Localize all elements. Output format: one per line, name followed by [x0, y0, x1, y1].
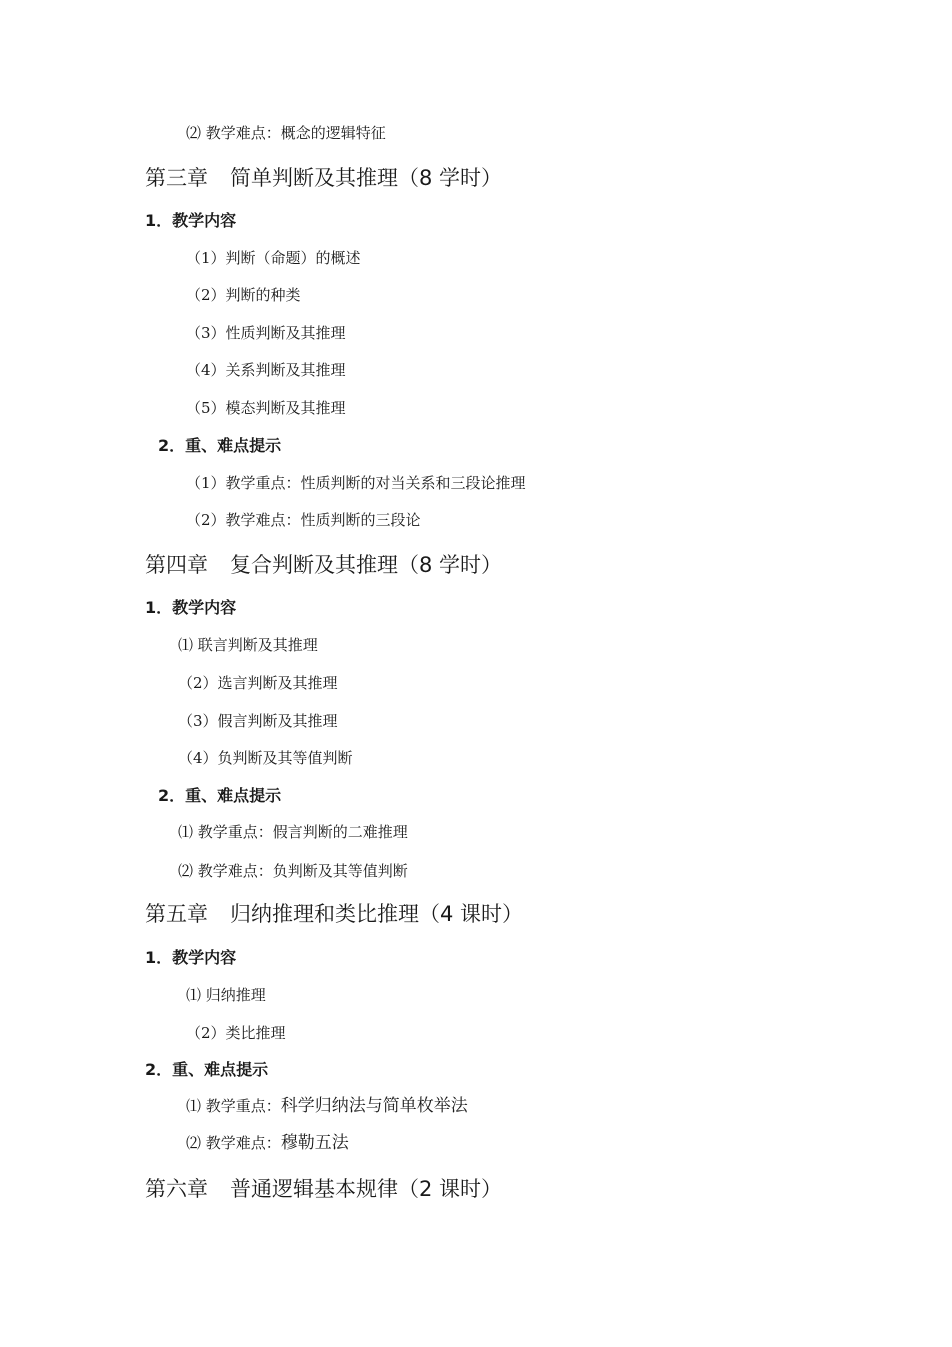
chapter-title: 归纳推理和类比推理（4 课时）	[230, 902, 524, 926]
list-item: ⑴ 归纳推理	[186, 986, 266, 1004]
list-item: （4）负判断及其等值判断	[178, 749, 353, 767]
list-item: （2）教学难点：性质判断的三段论	[186, 511, 421, 529]
chapter-heading	[145, 904, 523, 925]
list-item: ⑵ 教学难点：概念的逻辑特征	[186, 124, 386, 142]
chapter-title: 普通逻辑基本规律（2 课时）	[230, 1177, 503, 1201]
chapter-number: 第五章	[145, 902, 208, 926]
chapter-title: 复合判断及其推理（8 学时）	[230, 553, 503, 577]
list-item-value: 科学归纳法与简单枚举法	[280, 1096, 468, 1116]
list-item: （2）判断的种类	[186, 286, 301, 304]
section-heading: 2．重、难点提示	[145, 1060, 269, 1079]
chapter-title: 简单判断及其推理（8 学时）	[230, 166, 503, 190]
list-item: ⑵ 教学难点：负判断及其等值判断	[178, 862, 408, 880]
list-item-value: 穆勒五法	[280, 1133, 349, 1153]
list-item: （1）教学重点：性质判断的对当关系和三段论推理	[186, 474, 526, 492]
section-heading: 1．教学内容	[145, 948, 237, 967]
list-item-label: ⑴ 教学重点：	[186, 1097, 281, 1115]
section-heading: 1．教学内容	[145, 211, 237, 230]
list-item: ⑴ 教学重点：假言判断的二难推理	[178, 823, 408, 841]
list-item: （4）关系判断及其推理	[186, 361, 346, 379]
list-item: （2）类比推理	[186, 1024, 286, 1042]
list-item: （3）性质判断及其推理	[186, 324, 346, 342]
list-item	[186, 1135, 349, 1152]
list-item	[186, 1098, 468, 1115]
chapter-number: 第三章	[145, 166, 208, 190]
list-item: （1）判断（命题）的概述	[186, 249, 361, 267]
list-item: （2）选言判断及其推理	[178, 674, 338, 692]
chapter-number: 第六章	[145, 1177, 208, 1201]
section-heading: 1．教学内容	[145, 598, 237, 617]
chapter-heading	[145, 1179, 502, 1200]
chapter-number: 第四章	[145, 553, 208, 577]
list-item-label: ⑵ 教学难点：	[186, 1134, 281, 1152]
list-item: ⑴ 联言判断及其推理	[178, 636, 318, 654]
chapter-heading	[145, 555, 502, 576]
section-heading: 2．重、难点提示	[158, 436, 282, 455]
list-item: （5）模态判断及其推理	[186, 399, 346, 417]
chapter-heading	[145, 168, 502, 189]
section-heading: 2．重、难点提示	[158, 786, 282, 805]
list-item: （3）假言判断及其推理	[178, 712, 338, 730]
